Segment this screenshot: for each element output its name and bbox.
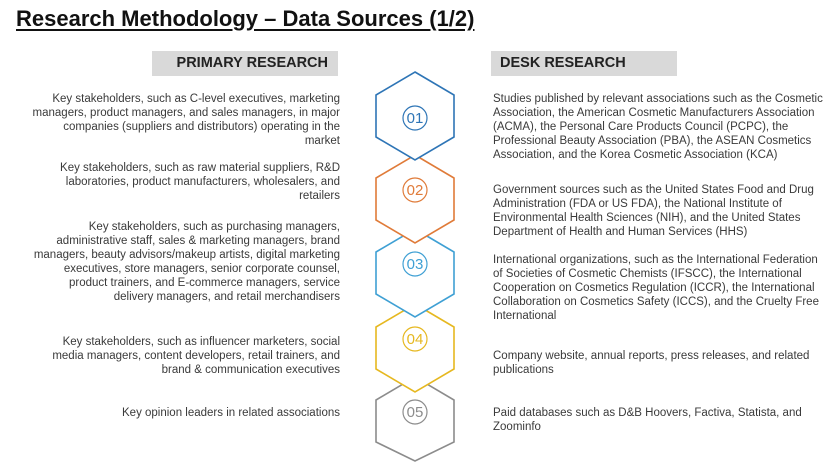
hexagon-step-2 <box>376 155 454 243</box>
step-4-number: 04 <box>406 331 424 348</box>
primary-item-5: Key opinion leaders in related associations <box>122 407 340 419</box>
primary-item-2: Key stakeholders, such as raw material suppliers, R&D laboratories, product manufacturers, wholesalers, and retailers <box>60 162 340 202</box>
step-2-number: 02 <box>406 182 424 199</box>
primary-research-header: PRIMARY RESEARCH <box>152 51 338 76</box>
primary-item-4: Key stakeholders, such as influencer marketers, social media managers, content developers, retail trainers, and brand & communication executives <box>52 336 340 376</box>
desk-item-4: Company website, annual reports, press releases, and related publications <box>493 350 810 376</box>
primary-item-1: Key stakeholders, such as C-level executives, marketing managers, product managers, and sales managers, in major companies (suppliers and distributors) operating in the market <box>32 93 340 147</box>
desk-item-3: International organizations, such as the International Federation of Societies of Cosmetic Chemists (IFSCC), the International Cooperation on Cosmetics Regulation (ICCR), the International Collaboration on Cosmetics Safety (ICCS), and the Cruelty Free International <box>493 254 819 322</box>
hexagon-chain <box>365 66 465 466</box>
step-1-number: 01 <box>406 110 424 127</box>
desk-research-header: DESK RESEARCH <box>491 51 677 76</box>
hexagon-step-1 <box>376 72 454 160</box>
desk-item-5: Paid databases such as D&B Hoovers, Factiva, Statista, and Zoominfo <box>493 407 802 433</box>
step-3-number: 03 <box>406 256 424 273</box>
step-5-number: 05 <box>406 404 424 421</box>
desk-item-2: Government sources such as the United States Food and Drug Administration (FDA or US FDA), the National Institute of Environmental Health Sciences (NIH), and the United States Department of Health and Human Services (HHS) <box>493 184 814 238</box>
desk-item-1: Studies published by relevant associations such as the Cosmetic Association, the American Cosmetic Manufacturers Association (ACMA), the Personal Care Products Council (PCPC), the Professional Beauty Association (PBA), the ASEAN Cosmetics Association, and the Korea Cosmetic Association (KCA) <box>493 93 823 161</box>
primary-item-3: Key stakeholders, such as purchasing managers, administrative staff, sales & marketing managers, brand managers, beauty advisors/makeup artists, digital marketing executives, store managers, senior corporate counsel, product trainers, and E-commerce managers, service delivery managers, and retail merchandisers <box>33 221 340 303</box>
page-title: Research Methodology – Data Sources (1/2) <box>16 6 475 31</box>
